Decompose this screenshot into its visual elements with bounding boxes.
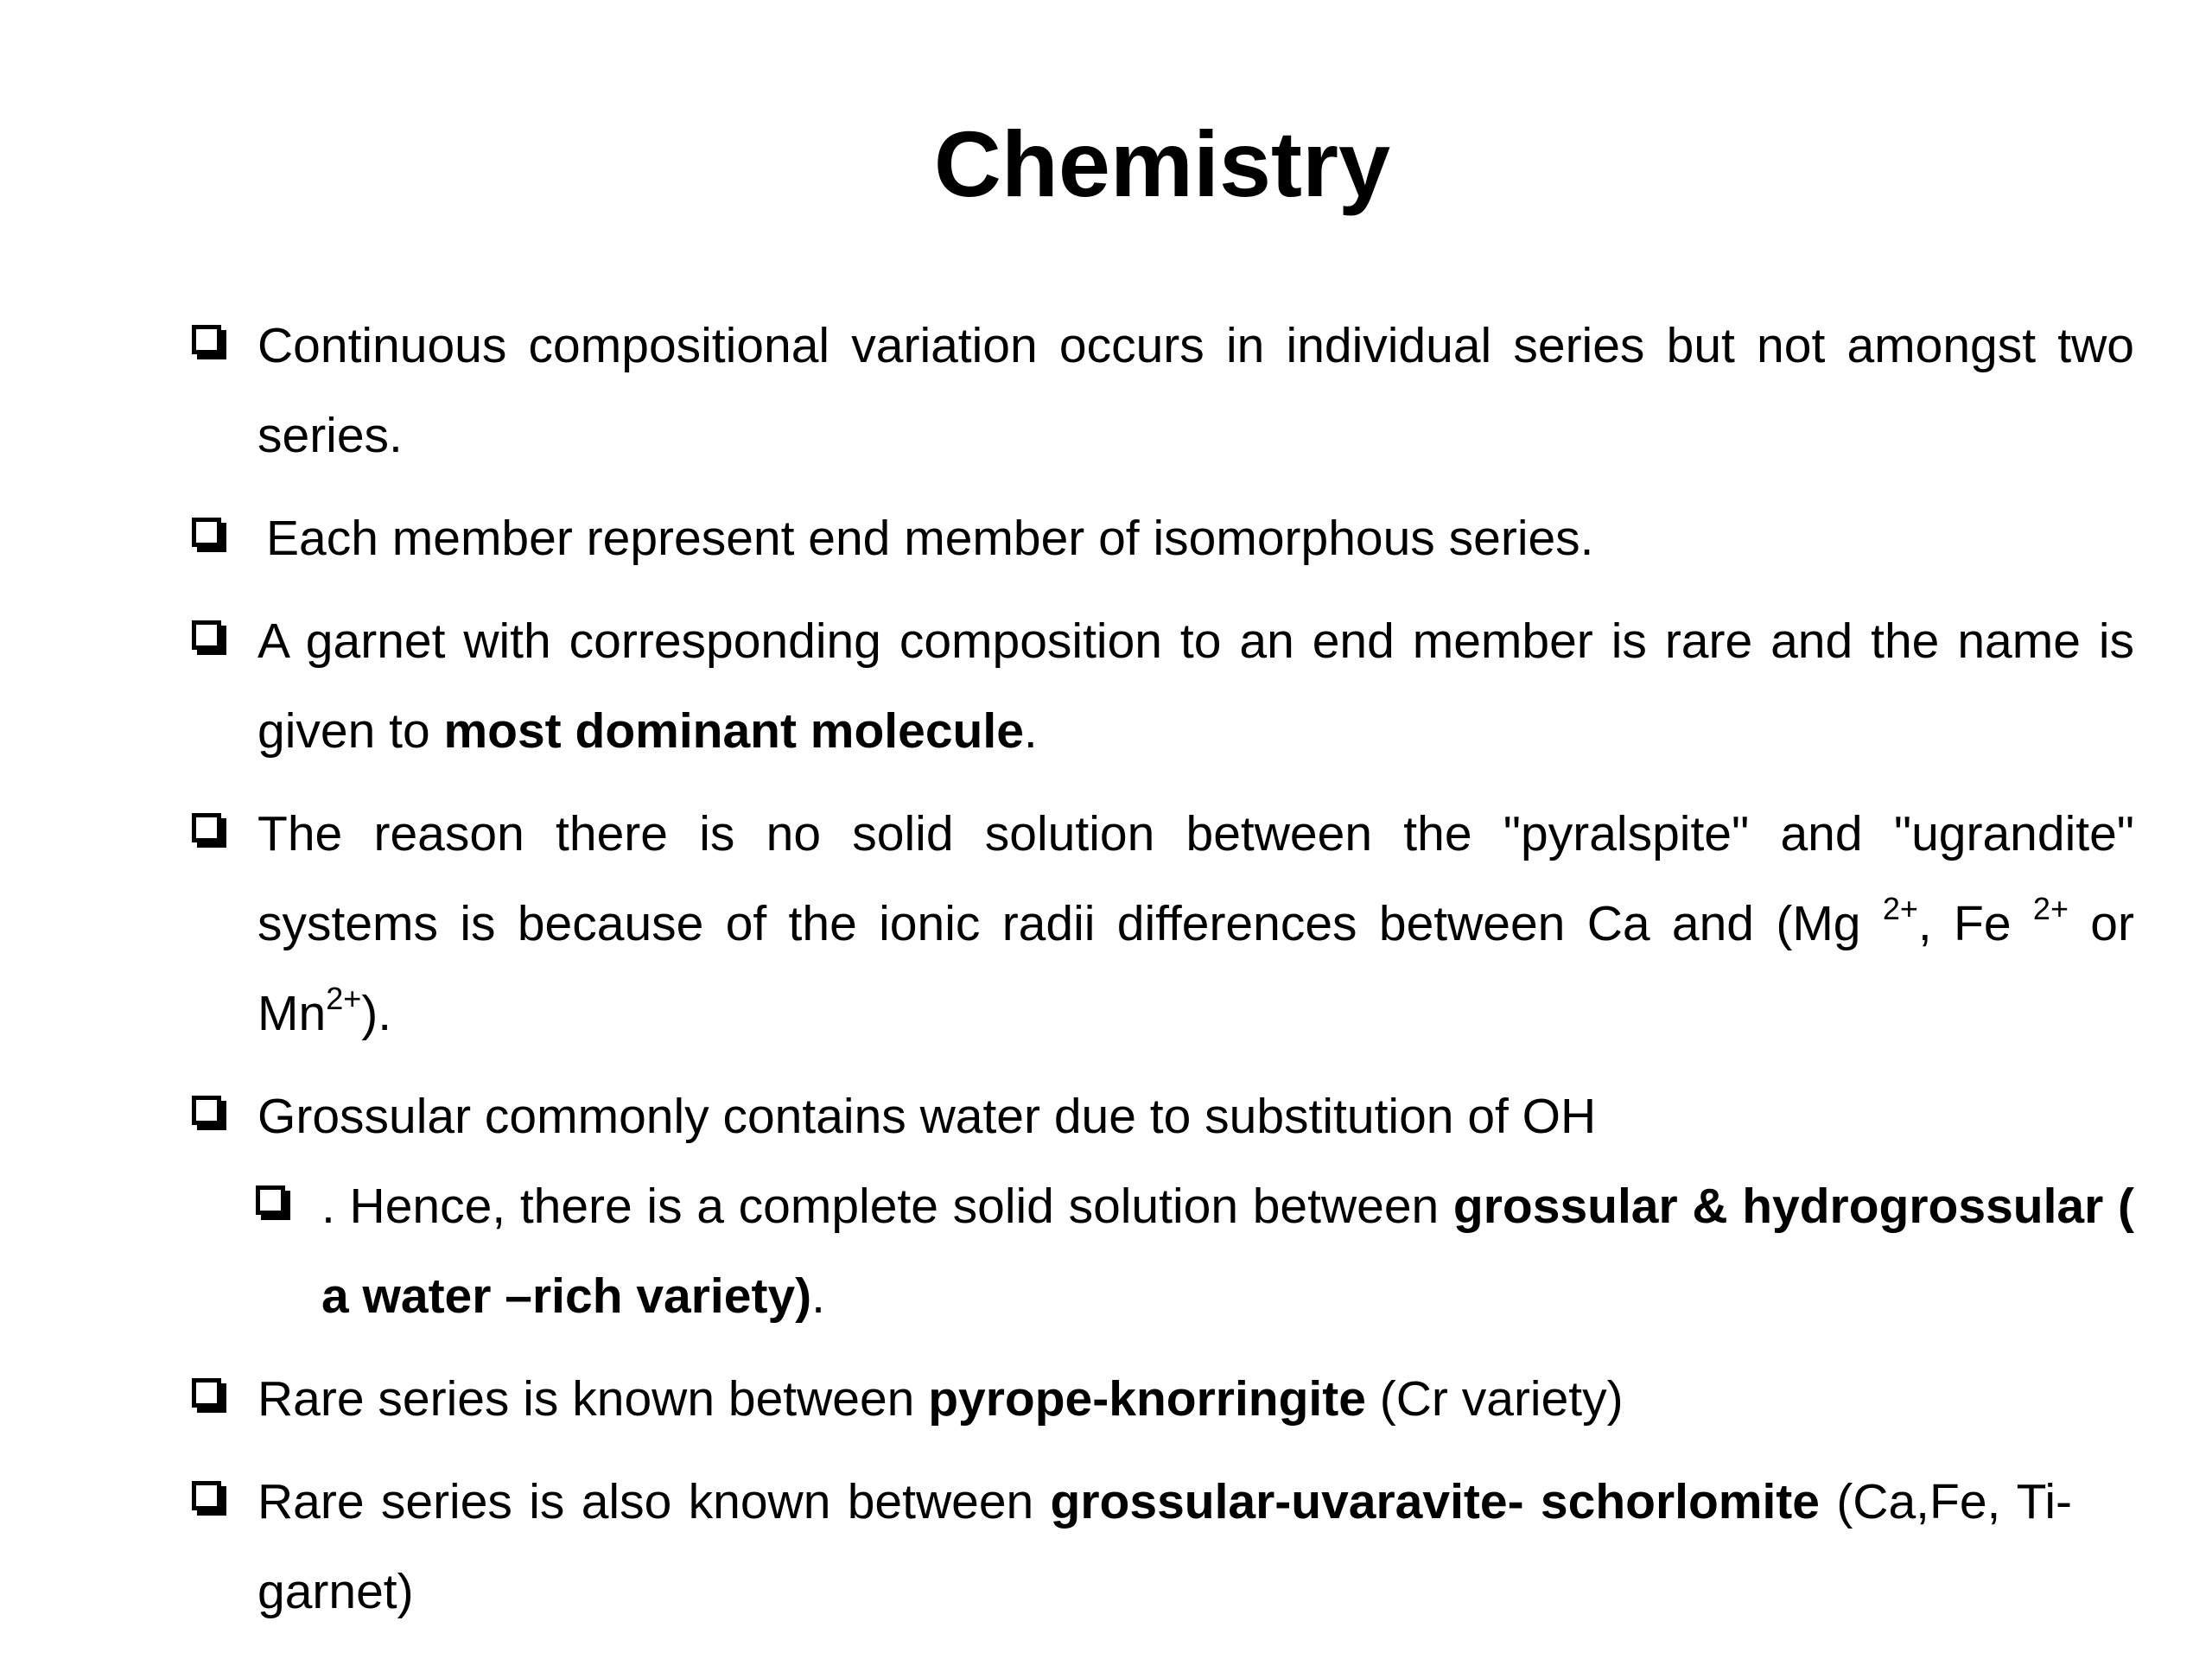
bullet-text: Rare series is known between	[257, 1371, 929, 1427]
checkbox-bullet-icon	[192, 518, 221, 547]
bullet-item	[257, 596, 2134, 776]
bullet-text: The reason there is no solid solution between the "pyralspite" and "ugrandite" systems is because of the ionic radii differences between Ca and (Mg	[257, 806, 2134, 951]
bullet-item	[257, 1354, 2134, 1444]
bullet-text: . Hence, there is a complete solid solution between	[321, 1179, 1453, 1234]
bullet-item	[257, 789, 2134, 1058]
sub-bullet-item	[321, 1161, 2134, 1341]
checkbox-bullet-icon	[192, 325, 221, 354]
bullet-bold-text: grossular-uvaravite- schorlomite	[1050, 1474, 1820, 1529]
bullet-item	[257, 1457, 2072, 1637]
bullet-item	[257, 1071, 2134, 1161]
bullet-text: Grossular commonly contains water due to substitution of OH	[257, 1089, 1597, 1144]
superscript-charge: 2+	[326, 981, 362, 1016]
bullet-item	[266, 493, 2143, 583]
bullet-item	[257, 301, 2134, 480]
checkbox-bullet-icon	[192, 1096, 221, 1125]
bullet-text: Each member represent end member of isomorphous series.	[266, 511, 1594, 566]
bullet-text: .	[1023, 703, 1038, 759]
bullet-text: Rare series is also known between	[257, 1474, 1051, 1529]
superscript-charge: 2+	[1882, 891, 1918, 926]
bullet-text: (Cr variety)	[1365, 1371, 1624, 1427]
checkbox-bullet-icon	[192, 1378, 221, 1408]
bullet-text: Continuous compositional variation occurs in individual series but not amongst two series.	[257, 318, 2134, 463]
bullet-bold-text: pyrope-knorringite	[928, 1371, 1366, 1427]
checkbox-subbullet-icon	[256, 1185, 285, 1215]
checkbox-bullet-icon	[192, 620, 221, 650]
checkbox-bullet-icon	[192, 813, 221, 842]
bullet-text: (Ca,Fe, Ti-garnet)	[257, 1474, 2073, 1619]
slide-title: Chemistry	[933, 111, 1391, 216]
bullet-bold-text: grossular & hydrogrossular ( a water –rich variety)	[321, 1179, 2134, 1324]
checkbox-bullet-icon	[192, 1481, 221, 1510]
superscript-charge: 2+	[2032, 891, 2069, 926]
bullet-text: .	[811, 1268, 825, 1324]
bullet-text: A garnet with corresponding composition to an end member is rare and the name is given to	[257, 613, 2134, 759]
bullet-text: or Mn	[257, 896, 2134, 1041]
bullet-text: , Fe	[1917, 896, 2033, 951]
bullet-bold-text: most dominant molecule	[443, 703, 1024, 759]
bullet-text: ).	[361, 986, 392, 1041]
